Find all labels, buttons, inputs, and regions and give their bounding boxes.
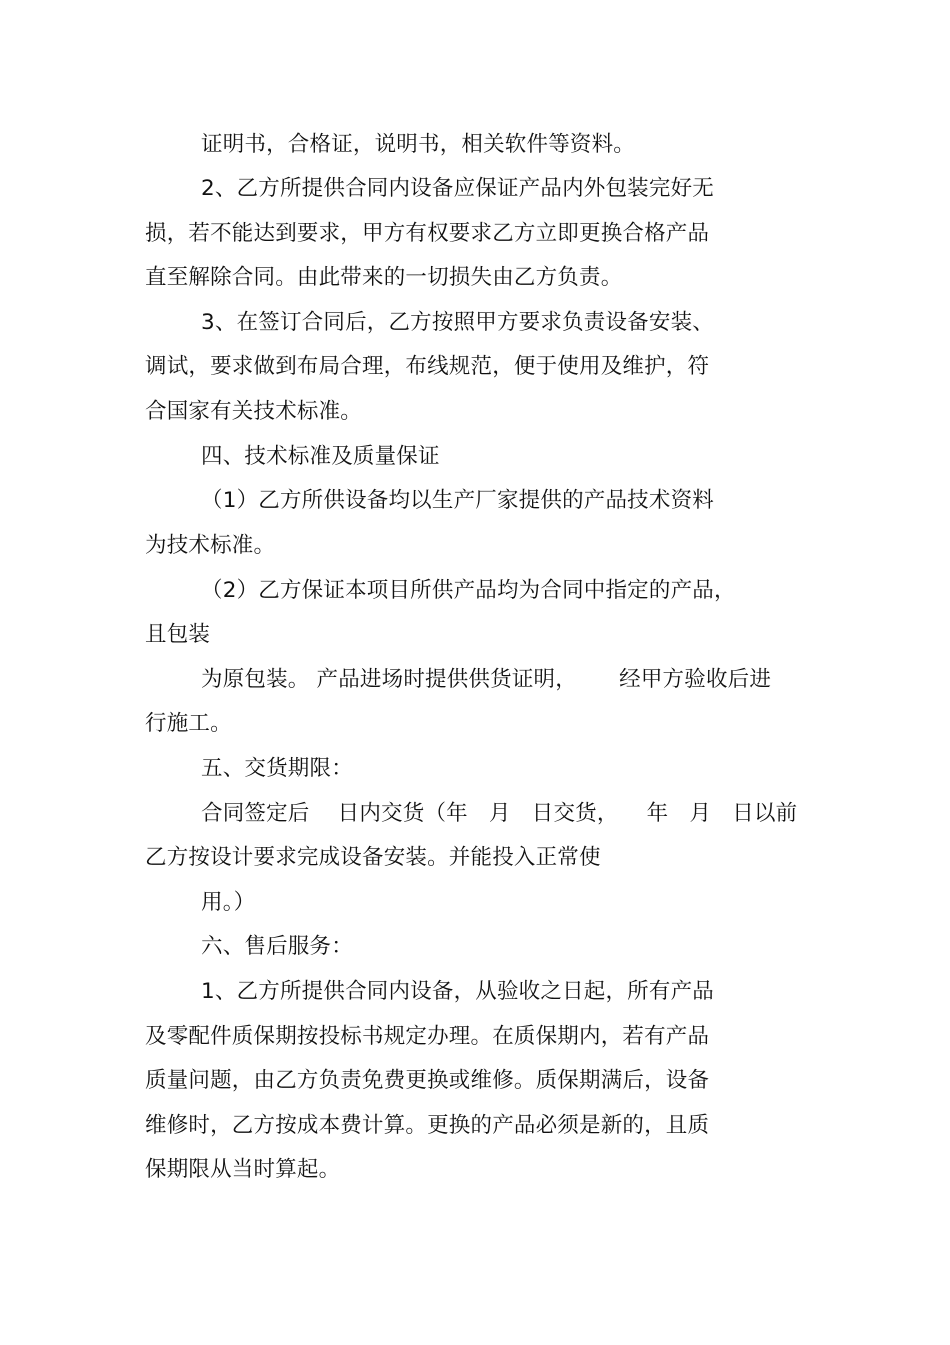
text-line-4: 直至解除合同。由此带来的一切损失由乙方负责。	[145, 265, 623, 290]
text-line-22: 质量问题，由乙方负责免费更换或维修。质保期满后，设备	[145, 1068, 710, 1093]
text-line-11: （2）乙方保证本项目所供产品均为合同中指定的产品，	[201, 578, 736, 603]
text-line-12: 且包装	[145, 622, 211, 647]
text-line-10: 为技术标准。	[145, 533, 276, 558]
text-line-9: （1）乙方所供设备均以生产厂家提供的产品技术资料	[201, 488, 714, 513]
text-line-21: 及零配件质保期按投标书规定办理。在质保期内，若有产品	[145, 1024, 710, 1049]
text-line-20: 1、乙方所提供合同内设备，从验收之日起，所有产品	[201, 979, 714, 1004]
text-line-2: 2、乙方所提供合同内设备应保证产品内外包装完好无	[201, 176, 714, 201]
text-line-5: 3、在签订合同后，乙方按照甲方要求负责设备安装、	[201, 310, 714, 335]
text-line-7: 合国家有关技术标准。	[145, 399, 363, 424]
text-line-23: 维修时，乙方按成本费计算。更换的产品必须是新的，且质	[145, 1113, 710, 1138]
text-line-14: 行施工。	[145, 711, 232, 736]
section-heading-5: 五、交货期限：	[201, 756, 353, 781]
section-heading-6: 六、售后服务：	[201, 934, 353, 959]
section-heading-4: 四、技术标准及质量保证	[201, 444, 440, 469]
text-line-1: 证明书，合格证，说明书，相关软件等资料。	[201, 132, 636, 157]
text-line-18: 用。）	[201, 890, 256, 915]
text-line-17: 乙方按设计要求完成设备安装。并能投入正常使	[145, 845, 601, 870]
text-line-16: 合同签定后 日内交货（年 月 日交货， 年 月 日以前	[201, 801, 798, 826]
text-line-24: 保期限从当时算起。	[145, 1157, 341, 1182]
text-line-3: 损，若不能达到要求，甲方有权要求乙方立即更换合格产品	[145, 221, 710, 246]
text-line-13: 为原包装。 产品进场时提供供货证明， 经甲方验收后进	[201, 667, 772, 692]
text-line-6: 调试，要求做到布局合理，布线规范，便于使用及维护，符	[145, 354, 710, 379]
